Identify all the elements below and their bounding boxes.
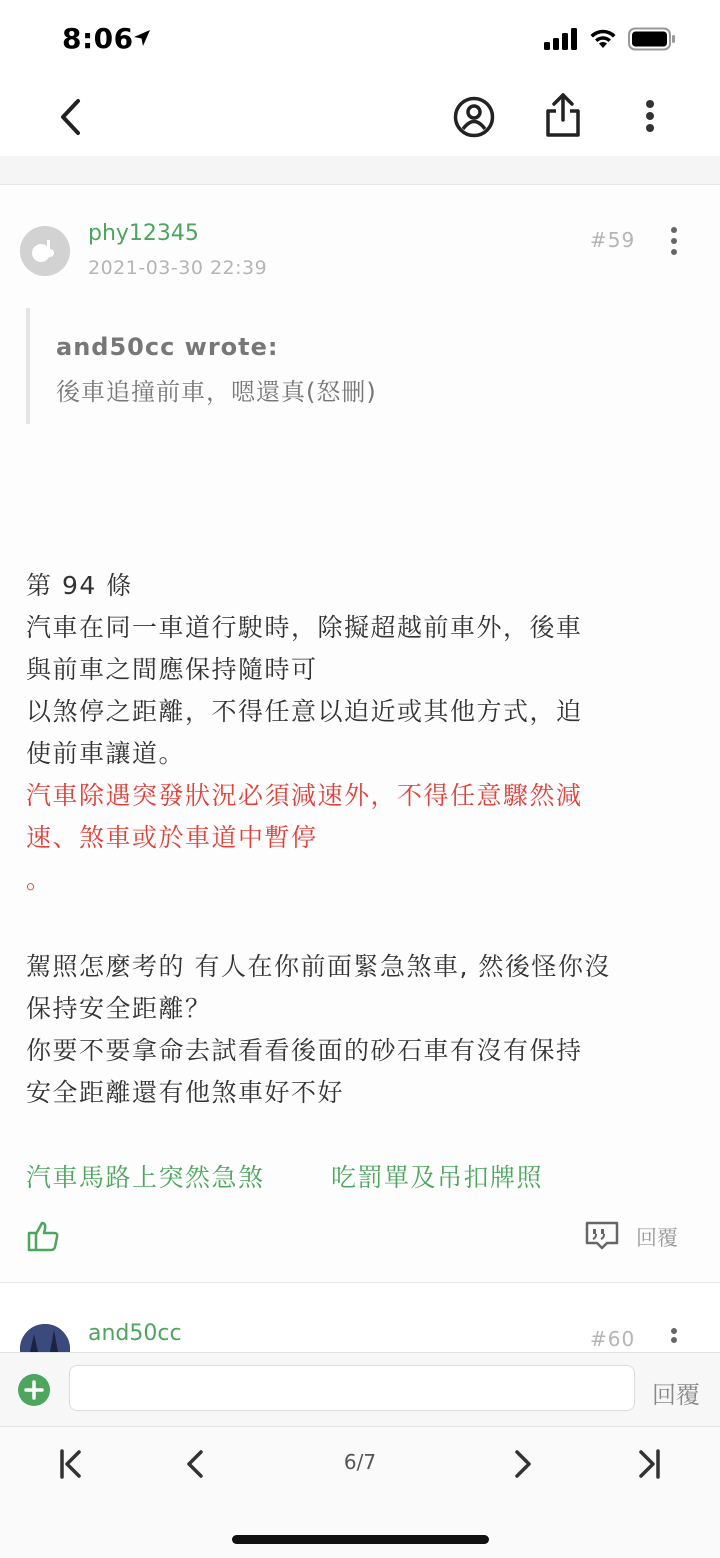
last-page-icon[interactable] bbox=[636, 1448, 662, 1480]
reply-button[interactable]: 回覆 bbox=[636, 1226, 678, 1250]
body-line: 你要不要拿命去試看看後面的砂石車有沒有保持 bbox=[26, 1036, 583, 1065]
battery-icon bbox=[628, 27, 676, 51]
post-timestamp: 2021-03-30 22:39 bbox=[88, 257, 268, 279]
body-line: 以煞停之距離，不得任意以迫近或其他方式，迫 bbox=[26, 697, 583, 726]
status-time: 8:06 bbox=[62, 22, 134, 55]
plus-icon bbox=[18, 1374, 50, 1406]
next-post-floor-number: #60 bbox=[590, 1327, 636, 1351]
avatar-image bbox=[20, 226, 70, 276]
post-tag-link[interactable]: 汽車馬路上突然急煞 bbox=[26, 1163, 265, 1192]
status-indicators bbox=[544, 26, 676, 52]
quote-author: and50cc wrote: bbox=[56, 333, 279, 361]
post-options-icon[interactable] bbox=[670, 227, 678, 255]
previous-page-icon[interactable] bbox=[184, 1448, 206, 1480]
first-page-icon[interactable] bbox=[58, 1448, 84, 1480]
back-icon[interactable] bbox=[56, 98, 86, 136]
reply-text-input[interactable] bbox=[69, 1365, 635, 1411]
body-line: 駕照怎麼考的 有人在你前面緊急煞車, 然後怪你沒 bbox=[26, 952, 611, 981]
avatar[interactable] bbox=[20, 226, 70, 276]
top-navbar bbox=[0, 76, 720, 157]
avatar-image bbox=[20, 1324, 70, 1352]
wifi-icon bbox=[588, 28, 618, 50]
highlight-line: 。 bbox=[26, 865, 53, 894]
like-thumbs-up-icon[interactable] bbox=[27, 1220, 61, 1252]
highlight-line: 速、煞車或於車道中暫停 bbox=[26, 823, 318, 852]
post-username[interactable]: phy12345 bbox=[88, 221, 199, 246]
body-line: 使前車讓道。 bbox=[26, 739, 186, 768]
post-body-text bbox=[26, 565, 696, 901]
reply-quote-icon[interactable] bbox=[584, 1219, 620, 1251]
post-tag-link[interactable]: 吃罰單及吊扣牌照 bbox=[331, 1163, 544, 1192]
quote-bar bbox=[26, 308, 30, 424]
location-arrow-icon bbox=[132, 28, 152, 48]
body-line: 與前車之間應保持隨時可 bbox=[26, 655, 318, 684]
more-options-icon[interactable] bbox=[646, 100, 654, 132]
next-page-icon[interactable] bbox=[512, 1448, 534, 1480]
signal-icon bbox=[544, 28, 578, 50]
next-post-options-icon[interactable] bbox=[670, 1328, 678, 1352]
post-body-paragraph-2 bbox=[26, 946, 696, 1114]
body-line: 汽車在同一車道行駛時，除擬超越前車外，後車 bbox=[26, 613, 583, 642]
share-icon[interactable] bbox=[545, 92, 581, 138]
highlight-line: 汽車除遇突發狀況必須減速外，不得任意驟然減 bbox=[26, 781, 583, 810]
section-divider bbox=[0, 156, 720, 185]
page-indicator: 6/7 bbox=[343, 1450, 377, 1474]
body-line: 第 94 條 bbox=[26, 571, 133, 600]
home-indicator bbox=[232, 1535, 489, 1544]
user-profile-icon[interactable] bbox=[453, 96, 495, 138]
body-line: 保持安全距離？ bbox=[26, 994, 212, 1023]
post-floor-number: #59 bbox=[590, 228, 636, 252]
quote-text: 後車追撞前車，嗯還真(怒刪) bbox=[56, 378, 377, 406]
add-attachment-button[interactable] bbox=[18, 1374, 50, 1406]
body-line: 安全距離還有他煞車好不好 bbox=[26, 1078, 345, 1107]
send-reply-button[interactable]: 回覆 bbox=[652, 1381, 700, 1409]
next-post-username[interactable]: and50cc bbox=[88, 1321, 182, 1346]
avatar[interactable] bbox=[20, 1324, 70, 1352]
post-separator bbox=[0, 1282, 720, 1283]
